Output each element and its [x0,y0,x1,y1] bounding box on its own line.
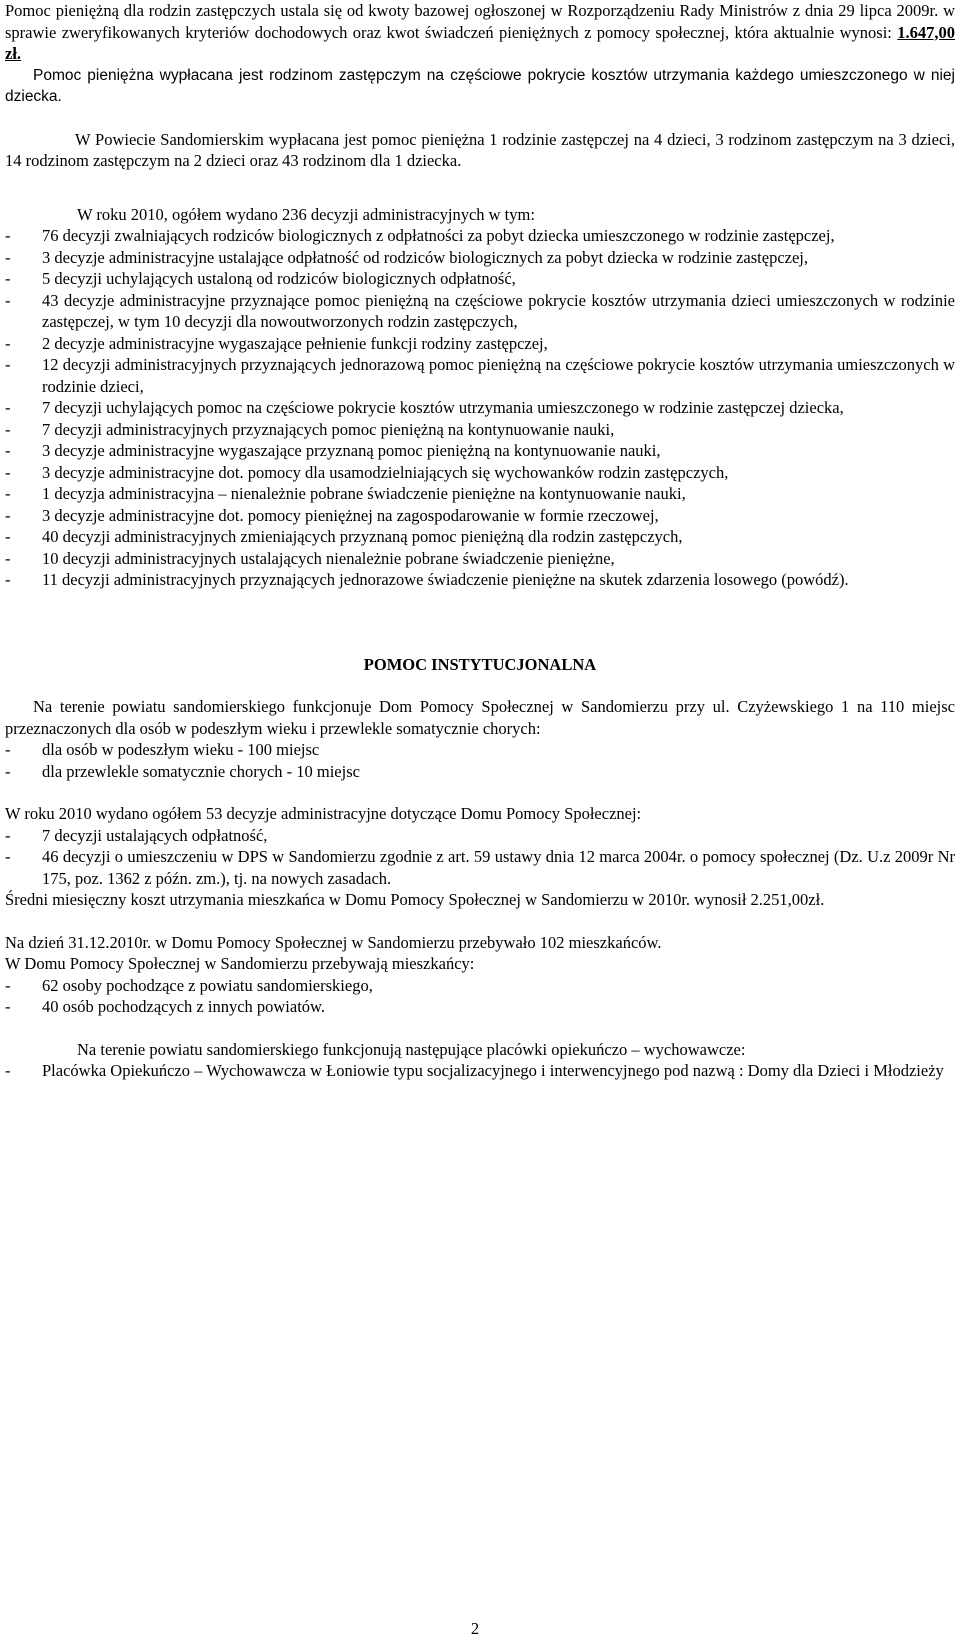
avg-cost-paragraph: Średni miesięczny koszt utrzymania mieszkańca w Domu Pomocy Społecznej w Sandomierzu w 2010r. wynosił 2.251,00zł. [5,890,825,909]
dps-decisions-intro: W roku 2010 wydano ogółem 53 decyzje administracyjne dotyczące Domu Pomocy Społecznej: [5,804,642,823]
list-item: - 1 decyzja administracyjna – nienależnie pobrane świadczenie pieniężne na kontynuowanie nauki, [5,483,955,505]
decisions-2010-intro: W roku 2010, ogółem wydano 236 decyzji administracyjnych w tym: [77,204,535,224]
residents-intro: W Domu Pomocy Społecznej w Sandomierzu przebywają mieszkańcy: [5,954,475,973]
dps-paragraph: Na terenie powiatu sandomierskiego funkcjonuje Dom Pomocy Społecznej w Sandomierzu przy ul. Czyżewskiego 1 na 110 miejsc przeznaczonych dla osób w podeszłym wieku i przewlekle somatycznie chorych: [5,697,955,738]
county-paragraph: W Powiecie Sandomierskim wypłacana jest pomoc pieniężna 1 rodzinie zastępczej na 4 dzieci, 3 rodzinom zastępczym na 3 dzieci, 14 rodzinom zastępczym na 2 dzieci oraz 43 rodzinom dla 1 dziecka. [5,129,955,170]
list-item: - 43 decyzje administracyjne przyznające pomoc pieniężną na częściowe pokrycie kosztów utrzymania dzieci umieszczonych w rodzinie zastępczej, w tym 10 decyzji dla nowoutworzonych rodzin zastępczych, [5,290,955,333]
list-item: - Placówka Opiekuńczo – Wychowawcza w Łoniowie typu socjalizacyjnego i interwencyjnego pod nazwą : Domy dla Dzieci i Młodzieży [5,1060,955,1082]
section-heading: POMOC INSTYTUCJONALNA [363,654,597,674]
list-item: - 62 osoby pochodzące z powiatu sandomierskiego, [5,975,955,997]
list-item: - 12 decyzji administracyjnych przyznających jednorazową pomoc pieniężną na częściowe pokrycie kosztów utrzymania umieszczonych w rodzinie dzieci, [5,354,955,397]
list-item: - 7 decyzji uchylających pomoc na częściowe pokrycie kosztów utrzymania umieszczonego w rodzinie zastępczej dziecka, [5,397,955,419]
residents-count-paragraph: Na dzień 31.12.2010r. w Domu Pomocy Społecznej w Sandomierzu przebywało 102 mieszkańców. [5,932,662,952]
facilities-intro: Na terenie powiatu sandomierskiego funkcjonują następujące placówki opiekuńczo – wychowawcze: [77,1039,746,1059]
foster-intro-text: Pomoc pieniężną dla rodzin zastępczych ustala się od kwoty bazowej ogłoszonej w Rozporządzeniu Rady Ministrów z dnia 29 lipca 2009r. w sprawie zweryfikowanych kryteriów dochodowych oraz kwot świadczeń pieniężnych z pomocy społecznej, która aktualnie wynosi: [5,1,955,42]
list-item: - 3 decyzje administracyjne wygaszające przyznaną pomoc pieniężną na kontynuowanie nauki, [5,440,955,462]
list-item: - 10 decyzji administracyjnych ustalających nienależnie pobrane świadczenie pieniężne, [5,548,955,570]
residents-list [5,975,955,1018]
list-item: - 2 decyzje administracyjne wygaszające pełnienie funkcji rodziny zastępczej, [5,333,955,355]
facilities-list [5,1060,955,1082]
foster-intro-paragraph [5,0,955,65]
list-item: - 3 decyzje administracyjne dot. pomocy dla usamodzielniających się wychowanków rodzin zastępczych, [5,462,955,484]
list-item: - 76 decyzji zwalniających rodziców biologicznych z odpłatności za pobyt dziecka umieszczonego w rodzinie zastępczej, [5,225,955,247]
list-item: - 3 decyzje administracyjne dot. pomocy pieniężnej na zagospodarowanie w formie rzeczowej, [5,505,955,527]
list-item: - 40 decyzji administracyjnych zmieniających przyznaną pomoc pieniężną dla rodzin zastępczych, [5,526,955,548]
decisions-2010-list [5,225,955,591]
list-item: - 46 decyzji o umieszczeniu w DPS w Sandomierzu zgodnie z art. 59 ustawy dnia 12 marca 2004r. o pomocy społecznej (Dz. U.z 2009r Nr 175, poz. 1362 z późn. zm.), tj. na nowych zasadach. [5,846,955,889]
list-item: - dla osób w podeszłym wieku - 100 miejsc [5,739,955,761]
list-item: - dla przewlekle somatycznie chorych - 10 miejsc [5,761,955,783]
document-page [5,0,955,1082]
foster-purpose-paragraph: Pomoc pieniężna wypłacana jest rodzinom zastępczym na częściowe pokrycie kosztów utrzymania każdego umieszczonego w niej dziecka. [5,66,955,105]
base-amount: 1.647,00 zł. [5,22,955,63]
list-item: - 7 decyzji ustalających odpłatność, [5,825,955,847]
list-item: - 11 decyzji administracyjnych przyznających jednorazowe świadczenie pieniężne na skutek zdarzenia losowego (powódź). [5,569,955,591]
list-item: - 5 decyzji uchylających ustaloną od rodziców biologicznych odpłatność, [5,268,955,290]
list-item: - 7 decyzji administracyjnych przyznających pomoc pieniężną na kontynuowanie nauki, [5,419,955,441]
list-item: - 40 osób pochodzących z innych powiatów. [5,996,955,1018]
page-number: 2 [470,1619,480,1638]
list-item: - 3 decyzje administracyjne ustalające odpłatność od rodziców biologicznych za pobyt dziecka w rodzinie zastępczej, [5,247,955,269]
dps-places-list [5,739,955,782]
dps-decisions-list [5,825,955,890]
